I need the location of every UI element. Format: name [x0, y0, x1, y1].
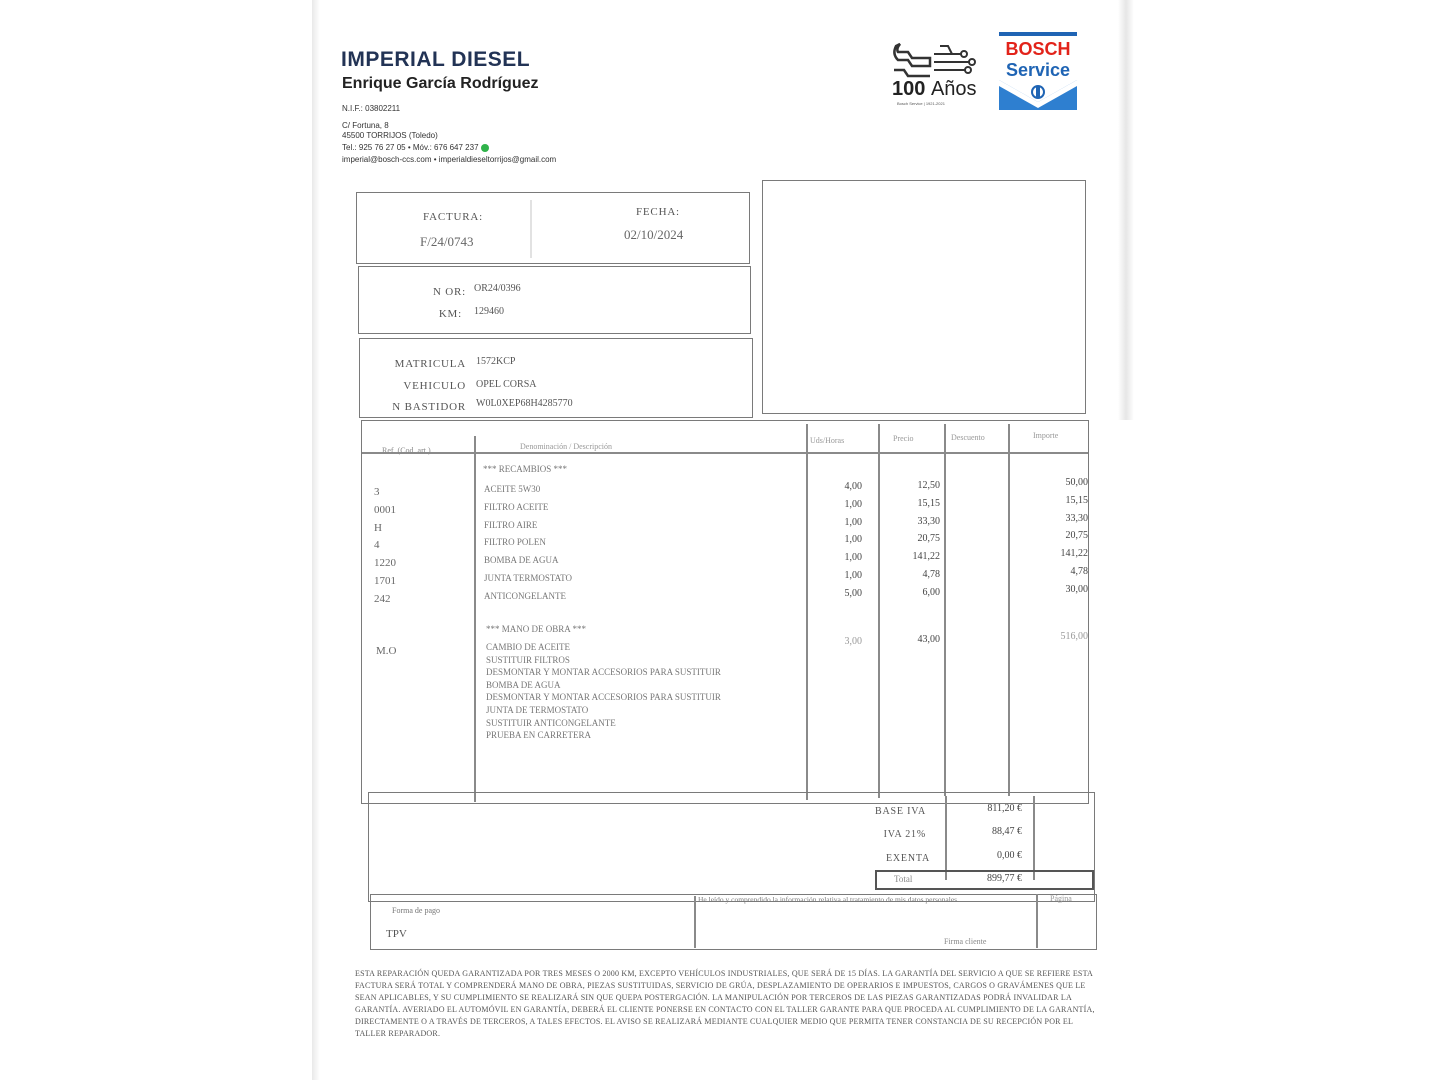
part-amount: 50,00 [1065, 477, 1088, 488]
totals-divider-2 [1033, 796, 1035, 880]
centenary-subtitle: Bosch Service | 1921-2021 [897, 101, 945, 106]
part-description: FILTRO AIRE [484, 519, 538, 530]
invoice-number: F/24/0743 [420, 234, 474, 249]
invoice-divider [530, 200, 532, 258]
part-qty: 1,00 [844, 570, 862, 581]
page-edge [312, 0, 320, 1080]
vehicle-label: VEHICULO [403, 380, 466, 392]
centenary-logo [892, 78, 977, 101]
part-description: FILTRO ACEITE [484, 501, 549, 512]
items-table [361, 420, 1089, 804]
part-qty: 5,00 [844, 587, 862, 599]
company-city: 45500 TORRIJOS (Toledo) [342, 131, 438, 140]
part-description: BOMBA DE AGUA [484, 555, 559, 566]
work-order-label: N OR: [432, 286, 466, 298]
company-nif: N.I.F.: 03802211 [342, 104, 401, 113]
table-header-divider [362, 452, 1088, 454]
part-ref: 1220 [374, 557, 396, 570]
part-qty: 4,00 [844, 481, 862, 492]
part-qty: 1,00 [844, 534, 862, 546]
part-amount: 141,22 [1060, 548, 1088, 560]
vin-label: N BASTIDOR [392, 401, 466, 413]
client-address-box [762, 180, 1086, 414]
header-price: Precio [893, 434, 914, 443]
part-description: ACEITE 5W30 [484, 484, 541, 494]
company-name: IMPERIAL DIESEL [341, 48, 531, 71]
part-amount: 15,15 [1065, 494, 1088, 506]
header-discount: Descuento [951, 433, 985, 442]
part-qty: 1,00 [844, 516, 862, 528]
page-edge-right [1118, 0, 1134, 420]
payment-method-value: TPV [386, 928, 407, 940]
col-divider-1 [474, 436, 476, 802]
part-amount: 33,30 [1065, 512, 1088, 524]
centenary-word: Años [930, 78, 977, 100]
vehicle-value: OPEL CORSA [476, 379, 537, 390]
footer-divider-1 [694, 896, 696, 948]
part-price: 4,78 [922, 569, 940, 580]
part-price: 141,22 [912, 551, 940, 563]
part-qty: 1,00 [844, 552, 862, 564]
part-amount: 4,78 [1070, 566, 1088, 577]
labor-price: 43,00 [917, 634, 940, 645]
company-phone [342, 143, 489, 152]
labor-amount: 516,00 [1060, 631, 1088, 642]
part-ref: 4 [374, 539, 380, 552]
vat-value: 88,47 € [992, 826, 1022, 837]
exempt-value: 0,00 € [997, 850, 1022, 861]
consent-text: He leído y comprendido la información relativa al tratamiento de mis datos personales. [698, 895, 959, 904]
work-order-number: OR24/0396 [474, 283, 521, 294]
part-price: 20,75 [917, 533, 940, 545]
col-divider-4 [944, 424, 946, 796]
tax-base-value: 811,20 € [987, 803, 1022, 814]
km-label: KM: [438, 308, 462, 320]
totals-divider-1 [945, 796, 947, 880]
bosch-service-logo [999, 32, 1077, 110]
part-ref: 242 [374, 592, 391, 605]
part-price: 12,50 [917, 480, 940, 491]
whatsapp-icon [481, 144, 489, 152]
labor-line: JUNTA DE TERMOSTATO [486, 705, 589, 715]
bosch-chevron-icon [999, 80, 1077, 110]
labor-line: DESMONTAR Y MONTAR ACCESORIOS PARA SUSTITUIR [486, 667, 721, 678]
invoice-date-label: FECHA: [636, 206, 680, 218]
company-phone-text: Tel.: 925 76 27 05 • Móv.: 676 647 237 [342, 143, 479, 152]
total-value: 899,77 € [987, 873, 1022, 884]
part-ref: 3 [374, 486, 380, 498]
plate-label: MATRICULA [394, 358, 466, 370]
labor-line: PRUEBA EN CARRETERA [486, 730, 592, 741]
header-description: Denominación / Descripción [520, 442, 612, 451]
bosch-top-bar [999, 32, 1077, 36]
col-divider-3 [878, 424, 880, 798]
part-qty: 1,00 [844, 498, 862, 510]
col-divider-2 [806, 424, 808, 800]
labor-line: SUSTITUIR ANTICONGELANTE [486, 717, 616, 728]
header-qty: Uds/Horas [810, 436, 845, 445]
tax-base-label: BASE IVA [875, 806, 926, 817]
signature-label: Firma cliente [944, 937, 987, 946]
part-amount: 20,75 [1065, 530, 1088, 542]
service-word: Service [1005, 60, 1071, 80]
footer-divider-2 [1036, 894, 1038, 948]
work-order-box [358, 266, 751, 334]
labor-section-title: *** MANO DE OBRA *** [486, 624, 587, 634]
part-price: 33,30 [917, 515, 940, 527]
labor-line: SUSTITUIR FILTROS [486, 654, 570, 665]
centenary-number: 100 [892, 78, 926, 100]
header-ref: Ref. (Cod. art.) [382, 446, 431, 455]
km-value: 129460 [474, 306, 504, 317]
part-description: ANTICONGELANTE [484, 590, 566, 601]
part-price: 6,00 [922, 586, 940, 598]
part-ref: 1701 [374, 575, 396, 587]
warranty-legal-text: ESTA REPARACIÓN QUEDA GARANTIZADA POR TRES MESES O 2000 KM, EXCEPTO VEHÍCULOS INDUSTRIALES, QUE SERÁ DE 15 DÍAS. LA GARANTÍA DEL SERVICIO A QUE SE REFIERE ESTA FACTURA SERÁ TOTAL Y COMPRENDERÁ MANO DE OBRA, PIEZAS SUSTITUIDAS, SERVICIO DE GRÚA, DESPLAZAMIENTO DE OPERARIOS E IMPUESTOS, CARGOS O GRAVÁMENES QUE LE SEAN APLICABLES, Y SU CUMPLIMIENTO SE REALIZARÁ SIN QUE QUEPA POSTERGACIÓN. LA MANIPULACIÓN POR TERCEROS DE LAS PIEZAS GARANTIZADAS PODRÁ INVALIDAR LA GARANTÍA. AVERIADO EL AUTOMÓVIL EN GARANTÍA, DEBERÁ EL CLIENTE PONERSE EN CONTACTO CON EL TALLER GARANTE PARA QUE PROCEDA AL CUMPLIMIENTO DE LA GARANTÍA, DIRECTAMENTE O A TRAVÉS DE TERCEROS, A TALES EFECTOS. EL AVISO SE REALIZARÁ MEDIANTE CUALQUIER MEDIO QUE PERMITA TENER CONSTANCIA DE SU RECEPCIÓN POR EL TALLER REPARADOR. [355, 969, 1095, 1038]
part-description: JUNTA TERMOSTATO [484, 573, 572, 583]
labor-line: BOMBA DE AGUA [486, 679, 561, 690]
part-ref: H [374, 521, 382, 534]
company-owner: Enrique García Rodríguez [342, 75, 539, 92]
labor-qty: 3,00 [844, 636, 862, 647]
company-address: C/ Fortuna, 8 [342, 121, 389, 130]
part-ref: 0001 [374, 503, 396, 516]
invoice-date: 02/10/2024 [624, 227, 684, 242]
header-amount: Importe [1033, 431, 1059, 440]
payment-method-label: Forma de pago [392, 906, 440, 915]
exempt-label: EXENTA [886, 853, 930, 864]
total-label: Total [894, 874, 913, 884]
labor-line: CAMBIO DE ACEITE [486, 642, 570, 652]
plate-value: 1572KCP [476, 356, 516, 367]
invoice-box [356, 192, 750, 264]
company-email: imperial@bosch-ccs.com • imperialdieseltorrijos@gmail.com [342, 155, 557, 164]
part-price: 15,15 [917, 497, 940, 509]
page-label: Página [1050, 894, 1072, 903]
labor-line: DESMONTAR Y MONTAR ACCESORIOS PARA SUSTITUIR [486, 692, 721, 703]
parts-section-title: *** RECAMBIOS *** [483, 464, 568, 474]
vin-value: W0L0XEP68H4285770 [476, 398, 573, 409]
col-divider-5 [1008, 424, 1010, 796]
invoice-number-label: FACTURA: [423, 211, 483, 223]
labor-ref: M.O [376, 645, 397, 657]
part-amount: 30,00 [1065, 583, 1088, 595]
vat-label: IVA 21% [883, 829, 926, 840]
bosch-word: BOSCH [1005, 39, 1071, 59]
part-description: FILTRO POLEN [484, 537, 546, 548]
